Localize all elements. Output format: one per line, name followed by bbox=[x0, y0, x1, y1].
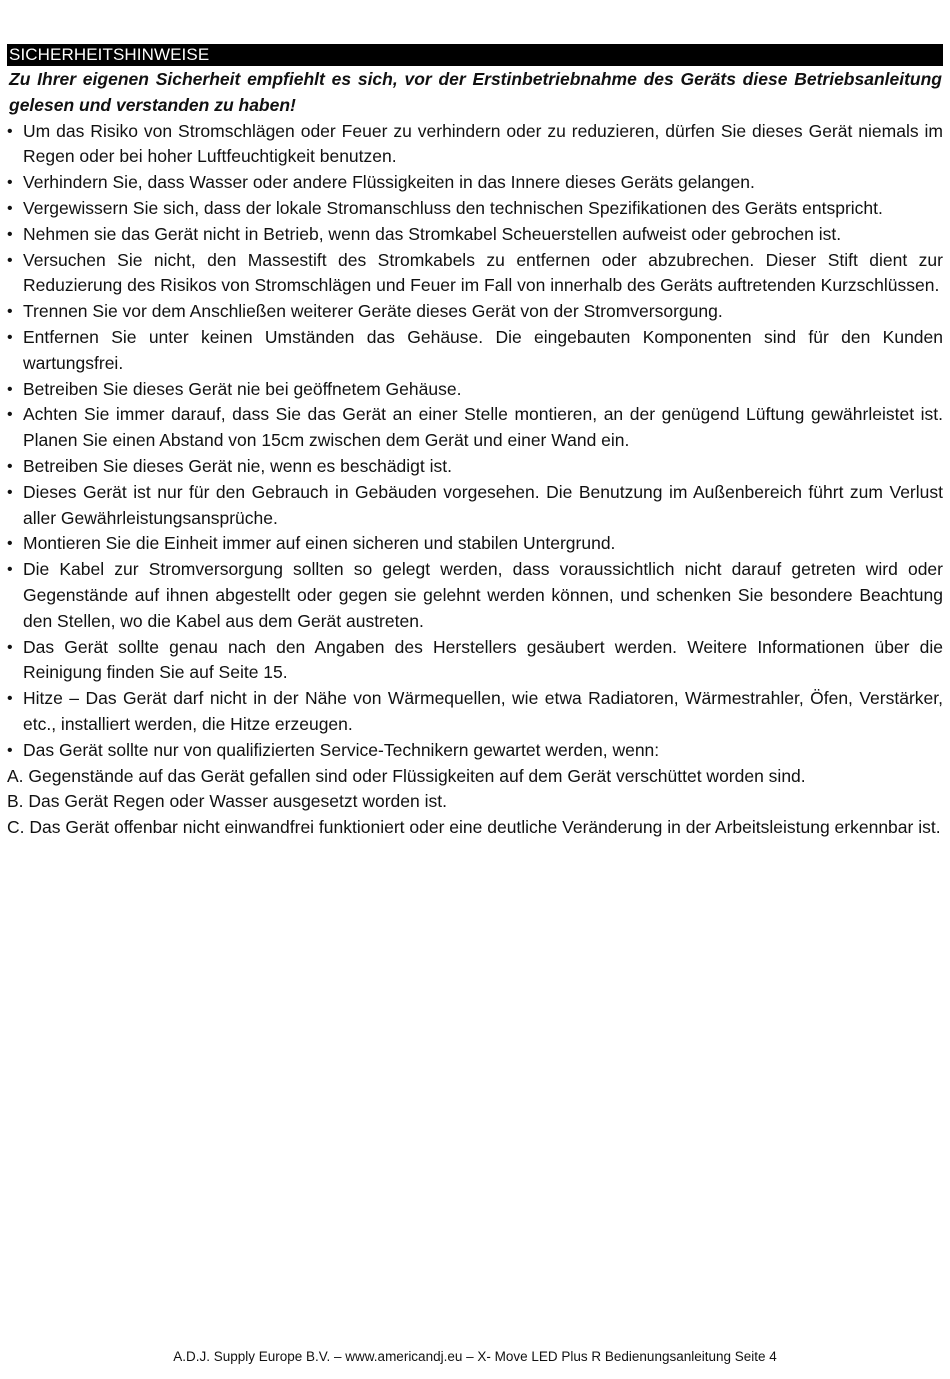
list-item bbox=[7, 454, 943, 480]
list-item bbox=[7, 325, 943, 377]
bullet-dot-icon: • bbox=[7, 483, 13, 501]
list-item-text: Entfernen Sie unter keinen Umständen das Gehäuse. Die eingebauten Komponenten sind für den Kunden wartungsfrei. bbox=[23, 326, 943, 373]
bullet-dot-icon: • bbox=[7, 741, 13, 759]
list-item bbox=[7, 686, 943, 738]
bullet-dot-icon: • bbox=[7, 225, 13, 243]
list-item-text: Die Kabel zur Stromversorgung sollten so gelegt werden, dass voraussichtlich nicht darauf getreten wird oder Gegenstände auf ihnen abgestellt oder gegen sie gelehnt werden können, und schenken Sie besondere Beachtung den Stellen, wo die Kabel aus dem Gerät austreten. bbox=[23, 559, 943, 631]
bullet-dot-icon: • bbox=[7, 122, 13, 140]
list-item bbox=[7, 299, 943, 325]
condition-item-b: B. Das Gerät Regen oder Wasser ausgesetzt worden ist. bbox=[7, 791, 447, 812]
list-item-text: Versuchen Sie nicht, den Massestift des Stromkabels zu entfernen oder abzubrechen. Dieser Stift dient zur Reduzierung des Risikos von Stromschlägen und Feuer im Fall von innerhalb des Geräts auftretenden Kurzschlüssen. bbox=[23, 249, 943, 296]
list-item-text: Nehmen sie das Gerät nicht in Betrieb, wenn das Stromkabel Scheuerstellen aufweist oder gebrochen ist. bbox=[23, 223, 842, 244]
safety-bullet-list bbox=[7, 119, 943, 764]
condition-item-a: A. Gegenstände auf das Gerät gefallen sind oder Flüssigkeiten auf dem Gerät verschüttet worden sind. bbox=[7, 765, 806, 786]
list-item bbox=[7, 377, 943, 403]
document-page bbox=[7, 44, 943, 841]
page-footer: A.D.J. Supply Europe B.V. – www.americandj.eu – X- Move LED Plus R Bedienungsanleitung Seite 4 bbox=[173, 1349, 777, 1364]
list-item bbox=[7, 119, 943, 171]
list-item-text: Achten Sie immer darauf, dass Sie das Gerät an einer Stelle montieren, an der genügend Lüftung gewährleistet ist. Planen Sie einen Abstand von 15cm zwischen dem Gerät und einer Wand ein. bbox=[23, 404, 943, 451]
condition-item-c: C. Das Gerät offenbar nicht einwandfrei funktioniert oder eine deutliche Veränderung in der Arbeitsleistung erkennbar ist. bbox=[7, 817, 941, 838]
bullet-dot-icon: • bbox=[7, 199, 13, 217]
bullet-dot-icon: • bbox=[7, 251, 13, 269]
bullet-dot-icon: • bbox=[7, 380, 13, 398]
bullet-dot-icon: • bbox=[7, 561, 13, 579]
list-item-text: Vergewissern Sie sich, dass der lokale Stromanschluss den technischen Spezifikationen des Geräts entspricht. bbox=[23, 197, 883, 218]
list-item-text: Das Gerät sollte genau nach den Angaben des Herstellers gesäubert werden. Weitere Informationen über die Reinigung finden Sie auf Seite 15. bbox=[23, 636, 943, 683]
list-item bbox=[7, 635, 943, 687]
list-item bbox=[7, 738, 943, 764]
bullet-dot-icon: • bbox=[7, 535, 13, 553]
list-item bbox=[7, 531, 943, 557]
list-item-text: Hitze – Das Gerät darf nicht in der Nähe von Wärmequellen, wie etwa Radiatoren, Wärmestrahler, Öfen, Verstärker, etc., installiert werden, die Hitze erzeugen. bbox=[23, 688, 943, 734]
list-item-text: Betreiben Sie dieses Gerät nie bei geöffnetem Gehäuse. bbox=[23, 378, 462, 399]
list-item bbox=[7, 170, 943, 196]
bullet-dot-icon: • bbox=[7, 690, 13, 708]
list-item-text: Um das Risiko von Stromschlägen oder Feuer zu verhindern oder zu reduzieren, dürfen Sie dieses Gerät niemals im Regen oder bei hoher Luftfeuchtigkeit benutzen. bbox=[23, 120, 943, 167]
list-item bbox=[7, 480, 943, 532]
bullet-dot-icon: • bbox=[7, 174, 13, 192]
section-title: SICHERHEITSHINWEISE bbox=[7, 44, 943, 66]
list-item-text: Das Gerät sollte nur von qualifizierten Service-Technikern gewartet werden, wenn: bbox=[23, 739, 660, 760]
bullet-dot-icon: • bbox=[7, 457, 13, 475]
list-item bbox=[7, 222, 943, 248]
bullet-dot-icon: • bbox=[7, 638, 13, 656]
list-item-text: Betreiben Sie dieses Gerät nie, wenn es beschädigt ist. bbox=[23, 455, 452, 476]
bullet-dot-icon: • bbox=[7, 406, 13, 424]
list-item-text: Dieses Gerät ist nur für den Gebrauch in Gebäuden vorgesehen. Die Benutzung im Außenbereich führt zum Verlust aller Gewährleistungsansprüche. bbox=[23, 481, 943, 528]
bullet-dot-icon: • bbox=[7, 328, 13, 346]
list-item bbox=[7, 557, 943, 634]
list-item-text: Trennen Sie vor dem Anschließen weiterer Geräte dieses Gerät von der Stromversorgung. bbox=[23, 301, 723, 322]
safety-intro: Zu Ihrer eigenen Sicherheit empfiehlt es sich, vor der Erstinbetriebnahme des Geräts diese Betriebsanleitung gelesen und verstanden zu haben! bbox=[9, 69, 942, 115]
list-item-text: Montieren Sie die Einheit immer auf einen sicheren und stabilen Untergrund. bbox=[23, 533, 616, 554]
bullet-dot-icon: • bbox=[7, 303, 13, 321]
list-item-text: Verhindern Sie, dass Wasser oder andere Flüssigkeiten in das Innere dieses Geräts gelangen. bbox=[23, 172, 755, 193]
list-item bbox=[7, 402, 943, 454]
list-item bbox=[7, 196, 943, 222]
list-item bbox=[7, 248, 943, 300]
